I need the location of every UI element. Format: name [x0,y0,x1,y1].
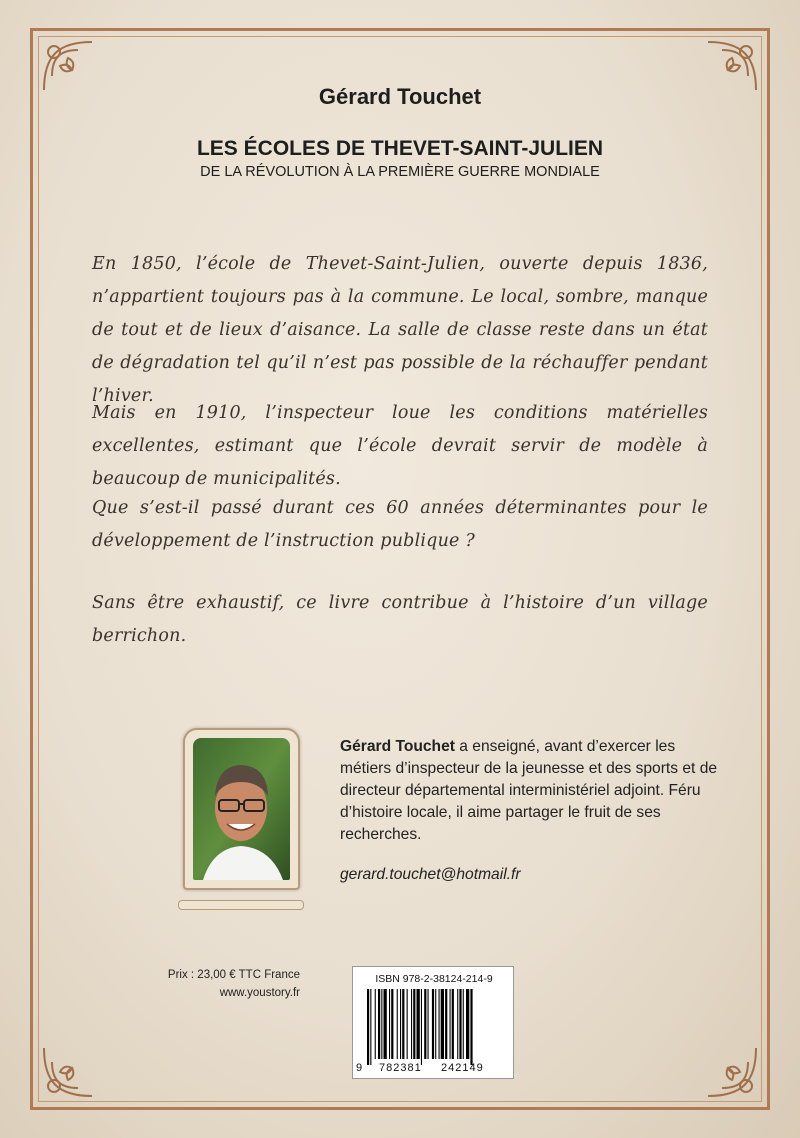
barcode-bar [421,989,422,1065]
author-name: Gérard Touchet [318,84,482,109]
blurb-paragraph: En 1850, l’école de Thevet-Saint-Julien, ouverte depuis 1836, n’appartient toujours pas à la commune. Le local, sombre, manque de tout et de lieux d’aisance. La salle de classe reste dans un état de dégradation tel qu’il n’est pas possible de la réchauffer pendant l’hiver. [92,254,708,406]
author-photo [193,738,290,880]
publisher-website: www.youstory.fr [219,987,300,999]
barcode-digits-group2: 242149 [441,1062,484,1074]
blurb-paragraph: Mais en 1910, l’inspecteur loue les conditions matérielles excellentes, estimant que l’école devrait servir de modèle à beaucoup de municipalités. [92,403,708,489]
barcode-bar [435,989,436,1059]
barcode-bar [463,989,464,1059]
barcode-bar [439,989,440,1059]
blurb-paragraph: Sans être exhaustif, ce livre contribue à l’histoire d’un village berrichon. [92,593,708,646]
barcode-bar [428,989,429,1059]
book-title: LES ÉCOLES DE THEVET-SAINT-JULIEN [196,137,604,160]
barcode-bar [397,989,398,1059]
barcode-bar [389,989,390,1059]
isbn-barcode [352,966,514,1079]
photo-frame-base [178,900,304,910]
barcode-bar [452,989,454,1059]
corner-ornament-icon [38,1042,98,1102]
barcode-bar [470,989,472,1065]
barcode-bar [367,989,369,1065]
barcode-bar [424,989,426,1059]
barcode-bar [407,989,408,1059]
price-block [120,966,300,1002]
barcode-bar [441,989,444,1059]
barcode-bar [400,989,401,1059]
barcode-bar [417,989,420,1059]
book-subtitle: DE LA RÉVOLUTION À LA PREMIÈRE GUERRE MONDIALE [200,164,600,180]
barcode-bar [391,989,393,1059]
barcode-bar [381,989,382,1059]
bio-author-name: Gérard Touchet [340,738,455,755]
barcode-bar [445,989,447,1059]
barcode-bar [378,989,380,1059]
barcode-bar [459,989,461,1059]
barcode-bar [370,989,371,1065]
price-label: Prix : 23,00 € TTC France [167,969,300,981]
author-email: gerard.touchet@hotmail.fr [340,866,521,883]
barcode-bar [413,989,415,1059]
isbn-label: ISBN 978-2-38124-214-9 [375,973,493,985]
barcode-digits-group1: 782381 [379,1062,422,1074]
author-bio [340,736,730,846]
decorative-frame-inner [38,36,762,1102]
barcode-bar [411,989,412,1059]
barcode-bar [432,989,434,1059]
barcode-bar [375,989,376,1059]
corner-ornament-icon [702,1042,762,1102]
barcode-bar [457,989,458,1059]
barcode-bar [450,989,451,1059]
bio-text: a enseigné, avant d’exercer les métiers d’inspecteur de la jeunesse et des sports et de directeur départemental interministériel adjoint. Féru d’histoire locale, il aime partager le fruit de ses recherches. [340,738,718,843]
barcode-digit-first: 9 [356,1062,363,1074]
barcode-bar [384,989,387,1059]
blurb-paragraph: Que s’est-il passé durant ces 60 années déterminantes pour le développement de l’instruction publique ? [92,498,708,551]
barcode-bars [367,989,505,1065]
barcode-bar [466,989,469,1059]
barcode-bar [402,989,404,1059]
